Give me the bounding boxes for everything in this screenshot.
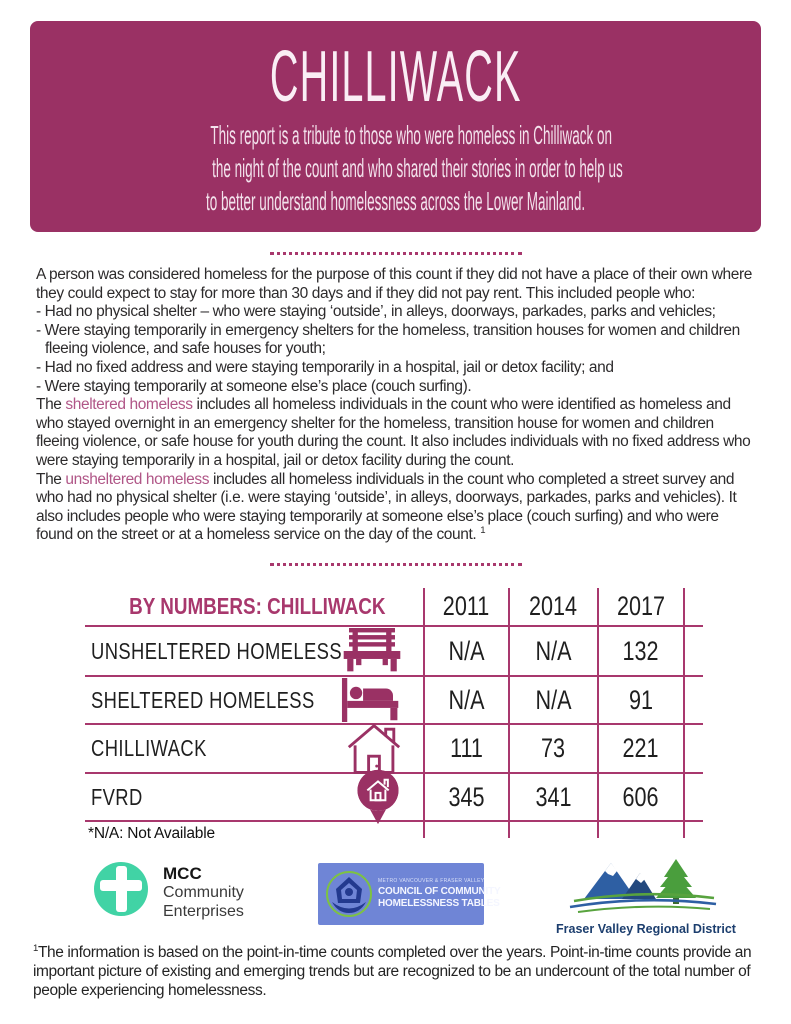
table-row-label (85, 723, 423, 772)
fvrd-logo-art (556, 902, 732, 919)
council-logo-line2: HOMELESSNESS TABLES (378, 898, 500, 909)
unsheltered-paragraph (36, 471, 758, 545)
table-edge-cell (683, 625, 703, 675)
table-row-label (85, 772, 423, 820)
unsheltered-pre: The (36, 470, 66, 488)
footnote-marker: 1 (33, 942, 38, 954)
table-edge-cell (683, 772, 703, 820)
mcc-logo-line3: Enterprises (163, 903, 244, 920)
tribute-line: This report is a tribute to those who were homeless in Chilliwack on (210, 120, 612, 150)
definition-text (36, 266, 758, 545)
table-edge-cell (683, 675, 703, 723)
sheltered-post: includes all homeless individuals in the count who were identified as homeless and who stayed overnight in an emergency shelter for the homeless, transition house for women and children fleeing violence, or safe house for youth during the count. It also includes individuals with no fixed address who were staying temporarily in a hospital, jail or detox facility during the count. (36, 396, 751, 469)
page-title: CHILLIWACK (269, 37, 522, 117)
council-logo-text (378, 878, 500, 910)
council-logo-region: METRO VANCOUVER & FRASER VALLEY (378, 878, 485, 884)
value-cell: 132 (597, 625, 683, 675)
bullet-item: - Were staying temporarily in emergency shelters for the homeless, transition houses for women and children fleeing violence, and safe houses for youth; (36, 321, 740, 358)
value-cell: N/A (508, 625, 597, 675)
sheltered-pre: The (36, 396, 66, 414)
table-title: BY NUMBERS: CHILLIWACK (128, 593, 386, 619)
tribute-line: to better understand homelessness across the Lower Mainland. (206, 186, 586, 216)
table-edge-cell (683, 723, 703, 772)
value-cell: N/A (508, 675, 597, 723)
unsheltered-post: includes all homeless individuals in the count who completed a street survey and who had no physical shelter (i.e. were staying ‘outside’, in alleys, doorways, parkades, parks and vehicles). It also includes people who were staying temporarily at someone else’s place (couch surfing) and who were found on the street or at a homeless service on the day of the count. (36, 470, 737, 544)
sheltered-term: sheltered homeless (65, 396, 193, 414)
bullet-item: - Were staying temporarily at someone else’s place (couch surfing). (36, 377, 472, 395)
council-logo (318, 863, 501, 925)
unsheltered-term: unsheltered homeless (65, 470, 210, 488)
footnote-text: The information is based on the point-in-time counts completed over the years. Point-in-time counts provide an important picture of existing and emerging trends but are recognized to be an undercount of the total number of people experiencing homelessness. (33, 944, 752, 999)
row-label-text: SHELTERED HOMELESS (91, 686, 315, 713)
year-header: 2014 (508, 588, 597, 625)
bench-icon (343, 628, 401, 674)
dotted-divider (270, 563, 522, 566)
report-header (30, 21, 761, 232)
value-cell: N/A (423, 675, 508, 723)
by-numbers-table (85, 588, 703, 838)
na-availability-note: *N/A: Not Available (88, 825, 215, 842)
footnote-ref: 1 (480, 525, 486, 537)
value-cell: 221 (597, 723, 683, 772)
table-spacer-cell (683, 820, 703, 838)
council-logo-icon (324, 869, 374, 919)
value-cell: 341 (508, 772, 597, 820)
sheltered-paragraph (36, 396, 758, 470)
mcc-logo-name: MCC (163, 864, 202, 883)
tribute-line: the night of the count and who shared their stories in order to help us (212, 153, 623, 183)
mcc-logo (92, 860, 244, 923)
footnote (33, 943, 760, 1000)
table-spacer-cell (508, 820, 597, 838)
intro-paragraph: A person was considered homeless for the purpose of this count if they did not have a place of their own where they could expect to stay for more than 30 days and if they did not pay rent. This included people who: (36, 266, 752, 302)
value-cell: 91 (597, 675, 683, 723)
table-edge-cell (683, 588, 703, 625)
dotted-divider (270, 252, 522, 255)
fvrd-logo (556, 853, 736, 936)
bullet-item: - Had no physical shelter – who were staying ‘outside’, in alleys, doorways, parkades, parks and vehicles; (36, 303, 716, 321)
fvrd-logo-text: Fraser Valley Regional District (556, 922, 736, 936)
council-logo-line1: COUNCIL OF COMMUNITY (378, 886, 501, 897)
value-cell: 73 (508, 723, 597, 772)
table-row-label (85, 625, 423, 675)
value-cell: N/A (423, 625, 508, 675)
year-header: 2011 (423, 588, 508, 625)
year-header: 2017 (597, 588, 683, 625)
row-label-text: FVRD (91, 783, 143, 810)
bullet-item: - Had no fixed address and were staying temporarily in a hospital, jail or detox facility; and (36, 358, 614, 376)
bed-icon (341, 678, 401, 722)
value-cell: 345 (423, 772, 508, 820)
value-cell: 606 (597, 772, 683, 820)
mcc-logo-icon (92, 860, 150, 923)
table-row-label (85, 675, 423, 723)
mcc-logo-text (163, 864, 244, 921)
tribute-text (30, 119, 761, 218)
table-spacer-cell (597, 820, 683, 838)
row-label-text: CHILLIWACK (91, 735, 207, 761)
table-spacer-cell (423, 820, 508, 838)
mcc-logo-line2: Community (163, 884, 244, 901)
bullet-list (36, 303, 758, 396)
map-pin-house-icon (355, 768, 401, 826)
row-label-text: UNSHELTERED HOMELESS (91, 637, 343, 664)
value-cell: 111 (423, 723, 508, 772)
